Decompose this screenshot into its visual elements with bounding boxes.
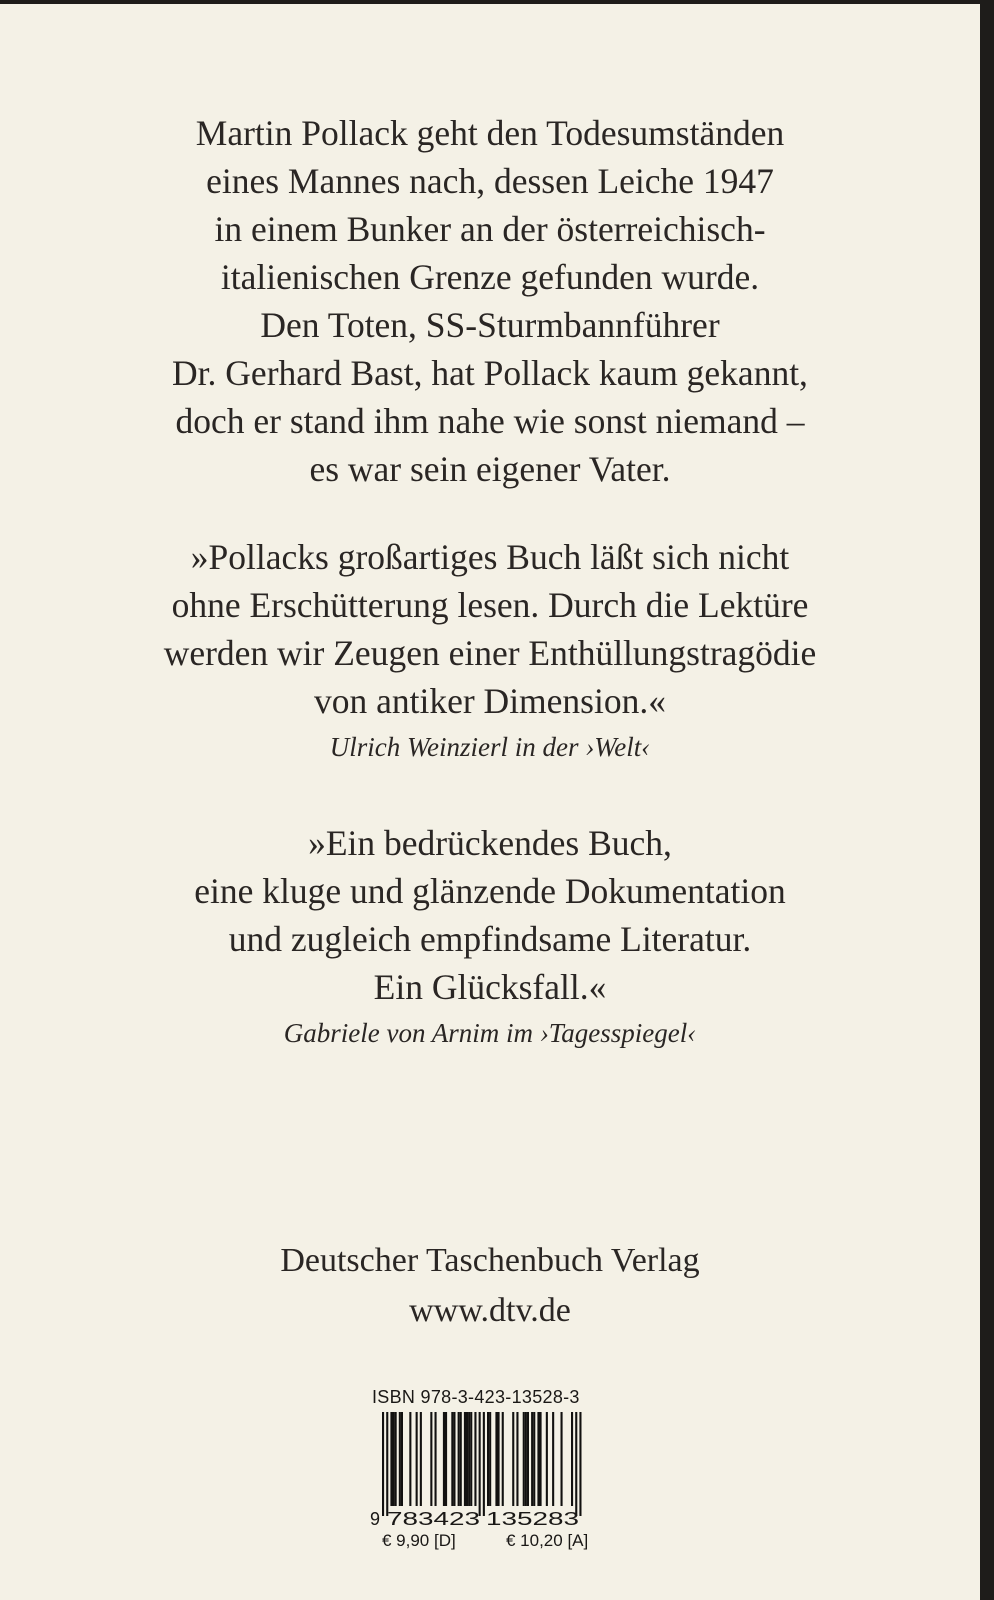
- barcode-bar: [546, 1412, 548, 1506]
- blurb-line: italienischen Grenze gefunden wurde.: [220, 257, 760, 297]
- barcode-bar: [495, 1412, 497, 1506]
- publisher-name: Deutscher Taschenbuch Verlag: [280, 1242, 700, 1279]
- blurb-line: doch er stand ihm nahe wie sonst niemand –: [175, 401, 805, 441]
- barcode-guard-bar: [483, 1412, 485, 1516]
- blurb-text: [0, 109, 980, 493]
- publisher-url: www.dtv.de: [409, 1292, 571, 1329]
- barcode-bar: [498, 1412, 500, 1506]
- barcode-bar: [525, 1412, 527, 1506]
- barcode-bar: [487, 1412, 489, 1506]
- quote-line: und zugleich empfindsame Literatur.: [228, 919, 752, 959]
- ean-barcode: [370, 1412, 600, 1530]
- quote-line: Ein Glücksfall.«: [373, 967, 607, 1007]
- ean-right-digits: 135283: [486, 1509, 579, 1529]
- barcode-bar: [468, 1412, 470, 1506]
- barcode-bar: [523, 1412, 525, 1506]
- quote-line: eine kluge und glänzende Dokumentation: [194, 871, 786, 911]
- barcode-bar: [470, 1412, 472, 1506]
- quote-line: ohne Erschütterung lesen. Durch die Lektüre: [171, 585, 809, 625]
- barcode-bar: [460, 1412, 462, 1506]
- quote-line: werden wir Zeugen einer Enthüllungstragödie: [163, 633, 817, 673]
- barcode-guard-bar: [575, 1412, 577, 1516]
- quote-line: »Pollacks großartiges Buch läßt sich nicht: [190, 537, 790, 577]
- isbn-label: ISBN 978-3-423-13528-3: [372, 1387, 580, 1407]
- barcode-bar: [399, 1412, 401, 1506]
- blurb-line: Den Toten, SS-Sturmbannführer: [260, 305, 720, 345]
- barcode-bar: [443, 1412, 445, 1506]
- blurb-line: es war sein eigener Vater.: [309, 449, 671, 489]
- quote-attribution: Ulrich Weinzierl in der ›Welt‹: [329, 732, 651, 762]
- barcode-bar: [474, 1412, 476, 1506]
- barcode-bar: [395, 1412, 397, 1506]
- barcode-guard-bar: [386, 1412, 388, 1516]
- barcode-bar: [552, 1412, 554, 1506]
- barcode-bar: [527, 1412, 529, 1506]
- barcode-bar: [420, 1412, 422, 1506]
- barcode-bar: [561, 1412, 563, 1506]
- barcode-bar: [464, 1412, 466, 1506]
- quote-line: von antiker Dimension.«: [314, 681, 666, 721]
- barcode-guard-bar: [382, 1412, 384, 1516]
- barcode-bar: [512, 1412, 514, 1506]
- blurb-line: Martin Pollack geht den Todesumständen: [195, 113, 785, 153]
- barcode-bar: [453, 1412, 455, 1506]
- book-back-cover: [0, 4, 980, 1600]
- publisher-info: [0, 1236, 980, 1336]
- quote-line: »Ein bedrückendes Buch,: [308, 823, 672, 863]
- barcode-bar: [516, 1412, 518, 1506]
- barcode-bar: [571, 1412, 573, 1506]
- price-austria: € 10,20 [A]: [506, 1531, 589, 1550]
- barcode-bar: [430, 1412, 432, 1506]
- barcode-bar: [390, 1412, 392, 1506]
- barcode-guard-bar: [479, 1412, 481, 1516]
- barcode-bar: [466, 1412, 468, 1506]
- barcode-bar: [531, 1412, 533, 1506]
- barcode-guard-bar: [579, 1412, 581, 1516]
- barcode-bar: [458, 1412, 460, 1506]
- barcode-bar: [489, 1412, 491, 1506]
- barcode-bar: [401, 1412, 403, 1506]
- barcode-bar: [409, 1412, 411, 1506]
- review-quote-welt: [0, 533, 980, 765]
- blurb-line: in einem Bunker an der österreichisch-: [214, 209, 766, 249]
- barcode-bar: [451, 1412, 453, 1506]
- blurb-line: eines Mannes nach, dessen Leiche 1947: [206, 161, 774, 201]
- barcode-bar: [393, 1412, 395, 1506]
- price-row: [370, 1530, 600, 1554]
- price-germany: € 9,90 [D]: [382, 1531, 456, 1550]
- barcode-bar: [533, 1412, 535, 1506]
- barcode-graphic: [370, 1412, 600, 1530]
- ean-left-digits: 783423: [387, 1509, 480, 1529]
- ean-first-digit: 9: [370, 1509, 381, 1529]
- barcode-bar: [537, 1412, 539, 1506]
- barcode-bar: [435, 1412, 437, 1506]
- review-quote-tagesspiegel: [0, 819, 980, 1051]
- barcode-bar: [540, 1412, 542, 1506]
- barcode-bar: [416, 1412, 418, 1506]
- quote-attribution: Gabriele von Arnim im ›Tagesspiegel‹: [283, 1018, 697, 1048]
- blurb-line: Dr. Gerhard Bast, hat Pollack kaum gekannt,: [172, 353, 808, 393]
- isbn-barcode-block: [370, 1386, 600, 1554]
- barcode-bar: [502, 1412, 504, 1506]
- barcode-bar: [445, 1412, 447, 1506]
